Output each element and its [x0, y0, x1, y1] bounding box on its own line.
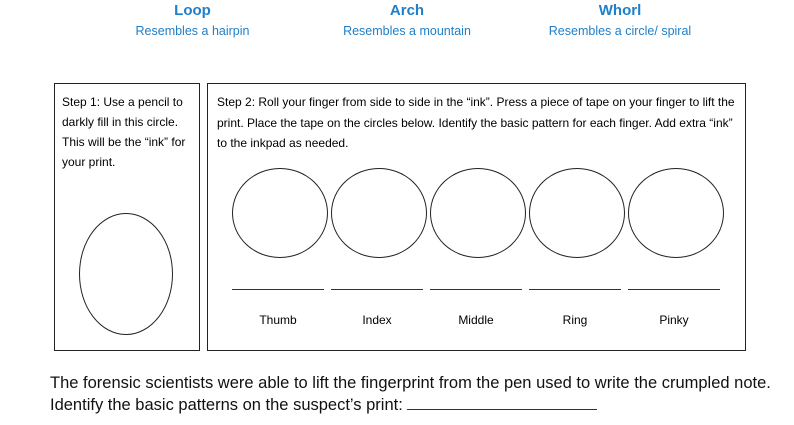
pattern-name: Arch	[389, 2, 425, 19]
finger-middle	[428, 168, 528, 327]
finger-label: Ring	[562, 313, 588, 327]
finger-label: Thumb	[259, 313, 297, 327]
question-text: The forensic scientists were able to lift the fingerprint from the pen used to write the crumpled note. Identify the basic patterns on the suspect’s print:	[50, 374, 771, 414]
finger-ring	[527, 168, 627, 327]
print-circle[interactable]	[628, 168, 724, 258]
pattern-whorl	[530, 2, 710, 40]
pattern-description: Resembles a mountain	[343, 24, 471, 38]
print-circle[interactable]	[331, 168, 427, 258]
finger-label: Pinky	[659, 313, 689, 327]
pattern-answer-line[interactable]	[430, 289, 522, 290]
ink-circle[interactable]	[79, 213, 173, 335]
finger-pinky	[626, 168, 726, 327]
print-circle[interactable]	[430, 168, 526, 258]
pattern-answer-line[interactable]	[232, 289, 324, 290]
pattern-answer-line[interactable]	[628, 289, 720, 290]
step1-instructions: Step 1: Use a pencil to darkly fill in this circle. This will be the “ink” for your print.	[62, 95, 186, 169]
pattern-description: Resembles a hairpin	[135, 24, 250, 38]
pattern-name: Whorl	[598, 2, 642, 19]
finger-index	[329, 168, 429, 327]
pattern-description: Resembles a circle/ spiral	[548, 24, 692, 38]
finger-thumb	[230, 168, 330, 327]
pattern-loop	[110, 2, 275, 40]
step2-instructions: Step 2: Roll your finger from side to side in the “ink”. Press a piece of tape on your finger to lift the print. Place the tape on the circles below. Identify the basic pattern for each finger. Add extra “ink” to the inkpad as needed.	[217, 95, 735, 150]
step2-box	[207, 83, 746, 351]
pattern-name: Loop	[174, 2, 211, 19]
print-circle[interactable]	[232, 168, 328, 258]
suspect-answer-line[interactable]	[407, 395, 597, 410]
print-circle[interactable]	[529, 168, 625, 258]
pattern-answer-line[interactable]	[331, 289, 423, 290]
question	[50, 372, 780, 416]
finger-label: Index	[362, 313, 392, 327]
pattern-answer-line[interactable]	[529, 289, 621, 290]
step1-box	[54, 83, 200, 351]
pattern-arch	[322, 2, 492, 40]
finger-label: Middle	[458, 313, 494, 327]
